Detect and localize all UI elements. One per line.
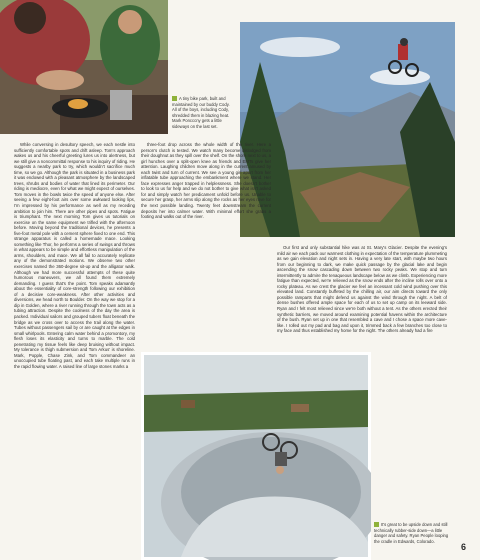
- page-number: 6: [460, 542, 466, 552]
- caption-marker-icon: [374, 522, 379, 527]
- photo-campfire: [0, 0, 168, 134]
- caption-marker-icon: [172, 96, 177, 101]
- bowl-loop-image: [141, 352, 371, 560]
- campfire-image: [0, 0, 168, 134]
- caption-bottom-text: It's great to be upside down and still technically rubber-side down—a little danger and safety. Ryan People looping the cradle in Edwards, Colorado.: [374, 522, 449, 544]
- article-column-middle: [141, 142, 271, 335]
- caption-top: [172, 96, 234, 130]
- column-left-text: While conversing in desultory speech, we each nestle into sufficiently comfortable spots and drift asleep. Tom's approach wakes us and his cheerful greeting lures us into alertness, but we still give a noncommittal response to his inquiry of riding. He suggests a nearby park to try, which wouldn't sacrifice much time, so we go. Although the park is situated in a business park it was endowed with a pleasant atmosphere by the landscaped trees, shrubs and bodies of water that lined its perimeter. Our riding is mediocre, even for what we might expect of ourselves. Tom moves in the bowls twice the speed of anyone else. After seeing a few eight-foot airs over some awkward looking lips, I'm impressed by his performance as well as my receding ambition to join him. There are other pipes and spots. Fatigue is triumphant. The next morning Tom gives us tutorials on exercise on the same equipment we trifled with the afternoon before. Moving beyond the traditional devices, he presents a five-foot metal pole with a cement sphere fixed to one end. This strange apparatus is called a homemade mace. Looking something like Thor, he performs a series of swings and throws in what appears to be simple and effortless manipulation of the arms, shoulders, and mace. We all fail to accurately replicate any of the demonstrated motions. We observe two other exercises named the 360-degree sit-up and the alligator walk. Although we had more successful attempts of these quite humorous maneuvers, we all found them extremely demanding. I guess that's the point. Tom speaks adamantly about the essentiality of core-strength following our exhibition of a decisive core-weakness. After other activities and diversions, we head north to Boulder. On the way we stop for a dip in Golden, where a river running through the town acts as a tubing attraction. Despite the coolness of the day the area is packed. Individual sailors and grouped tubers float beneath the bridge as we cross over to access the trail along the water. Tubes without passengers sail by or are caught at the edges in small whirlpools. Entering calm water behind a promontory, my flesh loses its elasticity and turns to marble. The cold penetrating my tissue feels like deep bruising without impact. My tolerance is thigh submersion and Tom Arkus' is shoreline. Mark, Popple, Chase Zink, and Tom commandeer an unoccupied tube floating past, and each take multiple runs in the rapid flowing water. A raised line of large stones marks a: [14, 142, 135, 369]
- photo-bowl-loop: [141, 352, 371, 560]
- caption-bottom: [374, 522, 452, 544]
- column-right-text: Our first and only substantial hike was at St. Mary's Glacier. Despite the evening's mild air we each pack our warmest clothing in expectation of the temperature plummeting as we gain elevation and night sets in. Having a very late start, with maybe two hours from our beginning to dark, we make quick passage by the glacial lake and begin ascending the snow cascading down between two rocky peaks. We stop and turn intermittently to admire the tenaqueous landscape below as we climb. Experiencing more fatigue than expected, we're relieved as the snow ends after the incline rolls over onto a rocky plateau. As we crest the glacier we feel an incessant cold wind pushing over this elevated land. Constantly buffeted by the chilling air, our aim directs toward the only possible ramparts that might defend us against the wind through the night. A belt of dense bushes offered ample space for each of us to set up camp on its leeward side. Ryan and I felt most relieved since we're both without a tent. As the others erected their synthetic barriers, we moved around examining potential havens within the architecture of the bush. Ryan set up in one that resembled a cave and I chose a space more cave-like. I rolled out my pad and bag and upon it, trimmed back a few branches too close to my face and thus established my home for the night. The others already had a fire: [277, 245, 447, 334]
- mountain-bike-image: [240, 22, 455, 237]
- photo-mountain-bike: [240, 22, 455, 237]
- caption-top-text: A tiny bike park, built and maintained by our buddy Cody. All of the boys, including Cody, shredded them in blazing heat. Mark Poncccny gets a little sideways on the last set.: [172, 96, 230, 129]
- column-middle-text: three-foot drop across the whole width of the river. Here a person's clutch is tested. We watch many become dislodged from their doughnut as they spill over the shelf. On the shore next to us, a girl hunches over a split-open knee as friends and EMTs give her attention. Laughing children move along in the current amused by each twist and turn of current. We see a young girl apart from her inflatable tube approaching the embankment where we stand. Her face expresses anger trapped in helplessness. She doesn't bother to look to us for help and we do not bother to give what isn't asked for and simply watch her predicament unfold before us. Unable to secure her grasp, her arms slip along the rocks as her eyes rove for the next possible landing. Twenty feet downstream the current deposits her into calmer water. With minimal effort she grabs a footing and walks out of the river.: [141, 142, 271, 220]
- article-column-left: [14, 142, 135, 556]
